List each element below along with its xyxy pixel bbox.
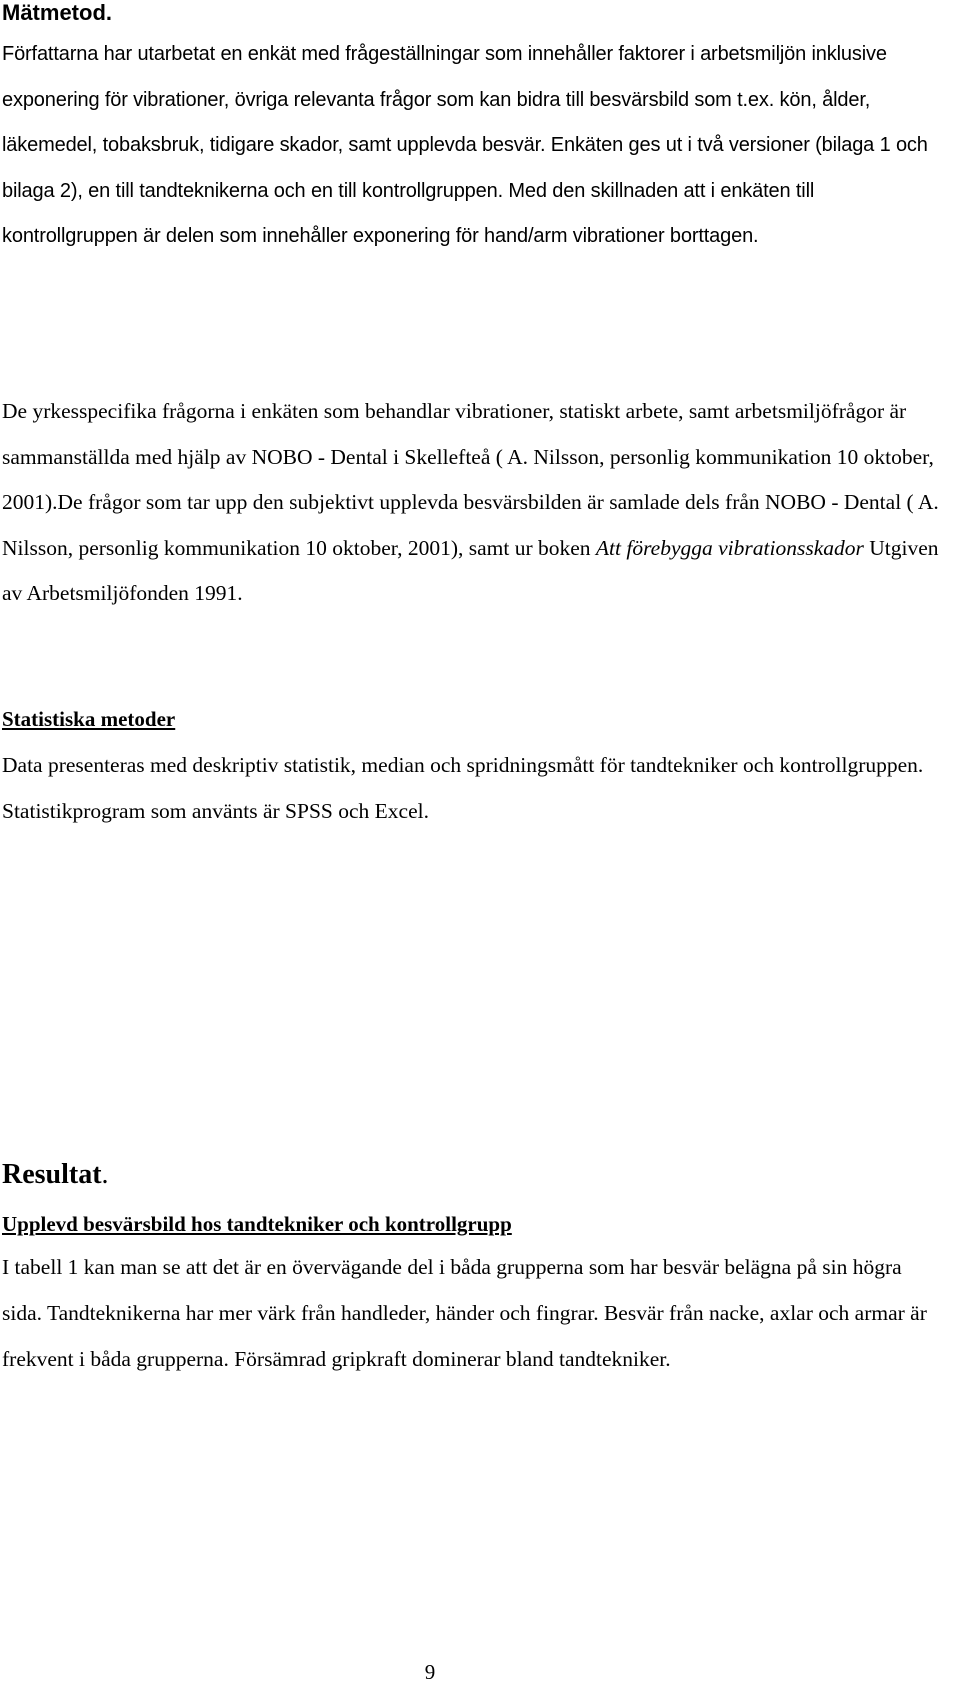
- book-title: Att förebygga vibrationsskador: [595, 535, 864, 560]
- method-paragraph-2-text-start: De yrkesspecifika frågorna i enkäten som behandlar vibrationer, statiskt arbete, samt arbetsmiljöfrågor är sammanställda med hjälp av NOBO - Dental i Skellefteå ( A. Nilsson, personlig kommunikation 10 oktober, 2001).De frågor som tar upp den subjektivt upplevda besvärsbilden är samlade dels från NOBO - Dental ( A. Nilsson, personlig kommunikation 10 oktober, 2001), samt ur boken: [2, 399, 939, 560]
- method-paragraph-1: Författarna har utarbetat en enkät med frågeställningar som innehåller faktorer i arbetsmiljön inklusive exponering för vibrationer, övriga relevanta frågor som kan bidra till besvärsbild som t.ex. kön, ålder, läkemedel, tobaksbruk, tidigare skador, samt upplevda besvär. Enkäten ges ut i två versioner (bilaga 1 och bilaga 2), en till tandteknikerna och en till kontrollgruppen. Med den skillnaden att i enkäten till kontrollgruppen är delen som innehåller exponering för hand/arm vibrationer borttagen.: [2, 43, 928, 247]
- method-paragraph-2: [2, 389, 942, 617]
- results-heading-dot: .: [101, 1159, 109, 1190]
- results-heading: [2, 1159, 942, 1191]
- results-paragraph: I tabell 1 kan man se att det är en övervägande del i båda grupperna som har besvär belägna på sin högra sida. Tandteknikerna har mer värk från handleder, händer och fingrar. Besvär från nacke, axlar och armar är frekvent i båda grupperna. Försämrad gripkraft dominerar bland tandtekniker.: [2, 1255, 927, 1371]
- statistics-paragraph: Data presenteras med deskriptiv statistik, median och spridningsmått för tandtekniker och kontrollgruppen. Statistikprogram som använts är SPSS och Excel.: [2, 753, 924, 823]
- method-heading: Mätmetod.: [2, 0, 112, 25]
- results-subheading: Upplevd besvärsbild hos tandtekniker och kontrollgrupp: [2, 1212, 512, 1236]
- page-number: 9: [424, 1660, 436, 1684]
- method-paragraph-2-text-end: Utgiven av Arbetsmiljöfonden 1991.: [2, 535, 939, 605]
- results-heading-text: Resultat: [2, 1159, 102, 1190]
- statistics-heading: Statistiska metoder: [2, 707, 176, 731]
